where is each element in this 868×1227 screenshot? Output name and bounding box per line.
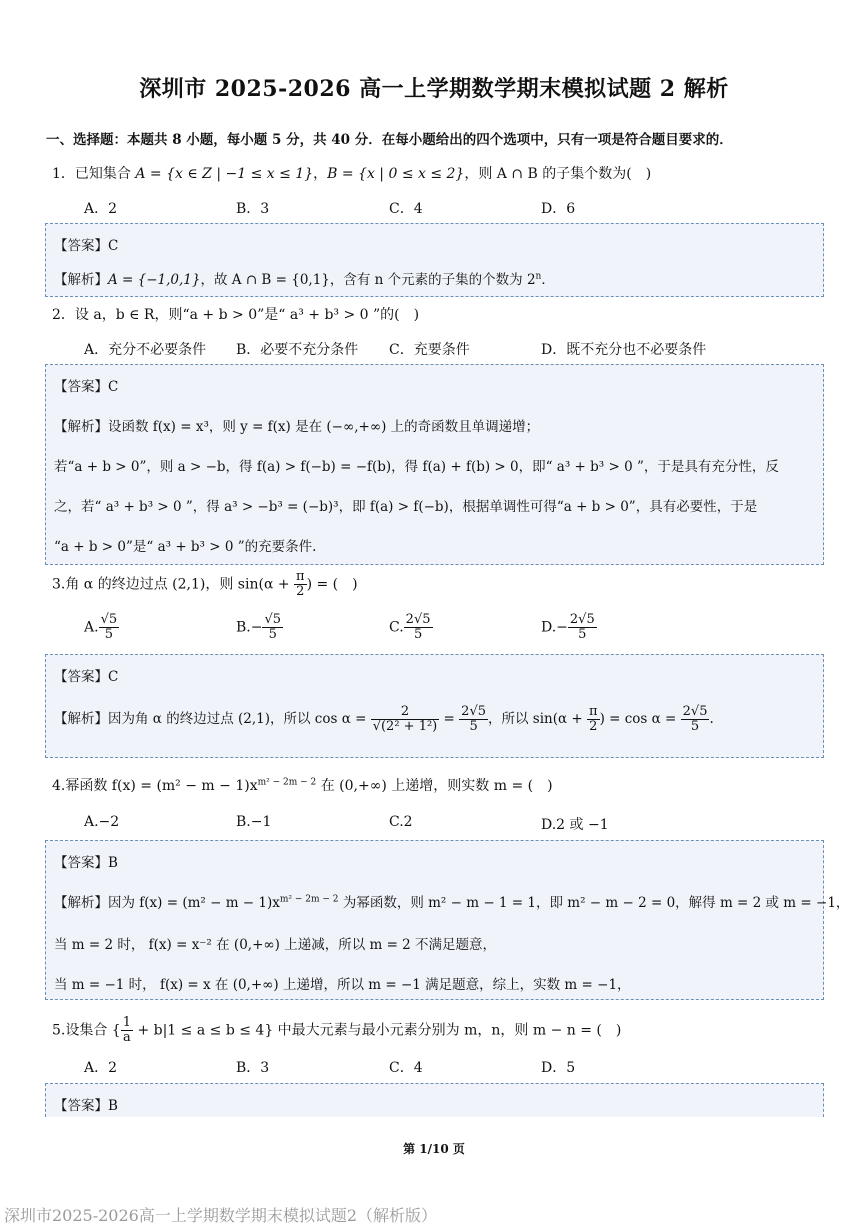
q2-answer-box [45,364,824,565]
question-2-stem: 2．设 a，b ∈ R，则“a + b > 0”是“ a³ + b³ > 0 ”的( ) [52,307,420,323]
q1-option-a: A．2 [84,201,118,217]
q1-answer-box [45,223,824,297]
q2-explanation-line-4: “a + b > 0”是“ a³ + b³ > 0 ”的充要条件. [54,539,317,555]
q4-explanation-line-3: 当 m = −1 时， f(x) = x 在 (0,+∞) 上递增，所以 m = −1 满足题意，综上，实数 m = −1， [54,977,631,993]
question-1-stem: 1．已知集合 A = {x ∈ Z | −1 ≤ x ≤ 1}，B = {x | 0 ≤ x ≤ 2}，则 A ∩ B 的子集个数为( ) [52,166,652,182]
q2-option-a: A．充分不必要条件 [84,342,207,358]
pi-over-2-fraction: $\frac{\pi}{2}$ [296,569,305,599]
q1-answer: 【答案】C [54,238,119,254]
question-3-stem: 3.角 α 的终边过点 (2,1)，则 sin(α + $\frac{\pi}{2}$ ) = ( ) [52,569,358,599]
question-5-stem: 5.设集合 { $\frac{1}{a}$ + b|1 ≤ a ≤ b ≤ 4} 中最大元素与最小元素分别为 m，n，则 m − n = ( ) [52,1015,622,1045]
page-number: 第 1/10 页 [403,1142,465,1156]
q2-answer: 【答案】C [54,379,119,395]
section-heading: 一、选择题：本题共 8 小题，每小题 5 分，共 40 分．在每小题给出的四个选项中，只有一项是符合题目要求的． [46,132,733,148]
q4-explanation-line-2: 当 m = 2 时， f(x) = x⁻² 在 (0,+∞) 上递减，所以 m = 2 不满足题意， [54,937,497,953]
q3-option-a: A. $\frac{√5}{5}$ [84,612,118,642]
q3-option-c: C. $\frac{2√5}{5}$ [389,612,431,642]
q5-option-c: C．4 [389,1060,423,1076]
q3-option-d: D.− $\frac{2√5}{5}$ [541,612,595,642]
q5-option-a: A．2 [84,1060,118,1076]
q2-option-c: C．充要条件 [389,342,470,358]
q3-option-b: B.− $\frac{√5}{5}$ [236,612,282,642]
q1-explanation: 【解析】A = {−1,0,1}，故 A ∩ B = {0,1}，含有 n 个元素的子集的个数为 2$^n$． [54,271,555,288]
q3-explanation: 【解析】因为角 α 的终边过点 (2,1)，所以 cos α = $\frac{2}{\text{√(2² + 1²)}}$ = $\frac{2√5}{5}$ ，所以 sin(α + $\frac{\pi}{2}$ ) = cos α = $\frac{2√5}{5}$ . [54,704,714,734]
document-title: 深圳市 2025-2026 高一上学期数学期末模拟试题 2 解析 [139,76,729,102]
q4-option-d: D.2 或 −1 [541,817,609,833]
q5-option-d: D．5 [541,1060,576,1076]
q5-option-b: B．3 [236,1060,270,1076]
q4-option-a: A.−2 [84,814,120,830]
q4-answer-box [45,840,850,1000]
q2-option-b: B．必要不充分条件 [236,342,359,358]
q2-explanation-line-1: 【解析】设函数 f(x) = x³，则 y = f(x) 是在 (−∞,+∞) 上的奇函数且单调递增； [54,419,540,435]
q3-answer: 【答案】C [54,669,119,685]
q3-answer-box [45,654,824,758]
q4-answer: 【答案】B [54,855,118,871]
footer-title: 深圳市2025-2026高一上学期数学期末模拟试题2（解析版） [4,1206,438,1225]
q1-option-b: B．3 [236,201,270,217]
q4-option-c: C.2 [389,814,413,830]
q2-option-d: D．既不充分也不必要条件 [541,342,707,358]
question-4-stem: 4.幂函数 $f(x) = (m^2 - m - 1)x^{m^2 - 2m - 2}$ 在 (0,+∞) 上递增，则实数 m = ( ) [52,777,553,794]
q2-explanation-line-3: 之，若“ a³ + b³ > 0 ”，得 a³ > −b³ = (−b)³，即 f(a) > f(−b)，根据单调性可得“a + b > 0”，具有必要性，于是 [54,499,758,515]
q1-option-c: C．4 [389,201,423,217]
q5-answer-box [45,1083,824,1117]
q4-option-b: B.−1 [236,814,272,830]
q2-explanation-line-2: 若“a + b > 0”，则 a > −b，得 f(a) > f(−b) = −f(b)，得 f(a) + f(b) > 0，即“ a³ + b³ > 0 ”，于是具有充分性，反 [54,459,779,475]
q4-explanation-line-1: 【解析】因为 $f(x) = (m^2 - m - 1)x^{m^2 - 2m - 2}$ 为幂函数，则 m² − m − 1 = 1，即 m² − m − 2 = 0，解得 m = 2 或 m = −1， [54,894,850,911]
q1-option-d: D．6 [541,201,576,217]
q5-answer: 【答案】B [54,1098,118,1114]
